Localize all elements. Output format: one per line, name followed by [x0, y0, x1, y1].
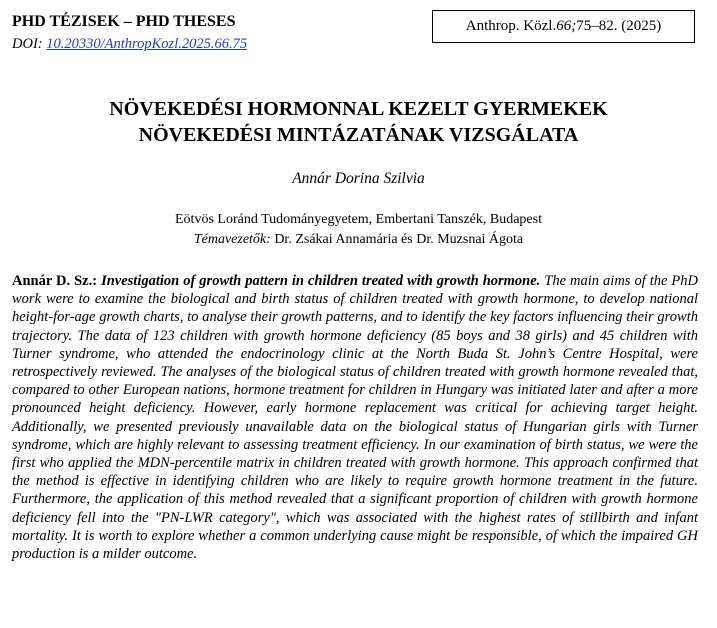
- author-name: Annár Dorina Szilvia: [292, 170, 425, 187]
- citation-box: [432, 10, 695, 43]
- doi-line: [12, 35, 247, 53]
- paper-title-line-1: NÖVEKEDÉSI HORMONNAL KEZELT GYERMEKEK: [109, 98, 608, 120]
- supervisors-label: Témavezetők:: [193, 232, 271, 247]
- citation-volume: 66;: [556, 18, 577, 34]
- abstract-lead-author: Annár D. Sz.:: [12, 273, 98, 289]
- abstract-body: The main aims of the PhD work were to examine the biological and birth status of children treated with growth hormone, to develop national height-for-age growth charts, to analyse their growth patterns, and to identify the key factors influencing their growth trajectory. The data of 123 children with growth hormone deficiency (85 boys and 38 girls) and 45 children with Turner syndrome, who attended the endocrinology clinic at the North Buda St. John’s Centre Hospital, were retrospectively reviewed. The analyses of the biological status of children treated with growth hormone revealed that, compared to other European nations, hormone treatment for children in Hungary was initiated later and after a more pronounced height deficiency. However, early hormone replacement was critical for achieving target height. Additionally, we presented previously unavailable data on the biological status of Hungarian girls with Turner syndrome, which are highly relevant to assessing treatment efficiency. In our examination of birth status, we were the first who applied the MDN-percentile matrix in children treated with growth hormone. This approach confirmed that the method is effective in identifying children who are likely to require growth hormone treatment in the future. Furthermore, the application of this method revealed that a significant proportion of children with growth hormone deficiency fell into the "PN-LWR category", which was associated with the highest rates of stillbirth and infant mortality. It is worth to explore whether a common underlying cause might be responsible, of which the impaired GH production is a milder outcome.: [12, 273, 699, 563]
- supervisors-names: Dr. Zsákai Annamária és Dr. Muzsnai Ágota: [270, 232, 524, 247]
- abstract-title: Investigation of growth pattern in children treated with growth hormone.: [97, 273, 541, 289]
- paper-title: [0, 96, 717, 148]
- series-label: PHD TÉZISEK – PHD THESES: [12, 13, 236, 30]
- doi-link[interactable]: 10.20330/AnthropKozl.2025.66.75: [46, 36, 248, 52]
- citation-pages-year: 75–82. (2025): [576, 18, 662, 34]
- citation-journal: Anthrop. Közl.: [465, 18, 557, 34]
- affiliation-block: [0, 210, 717, 250]
- institution: Eötvös Loránd Tudományegyetem, Embertani Tanszék, Budapest: [175, 212, 542, 227]
- paper-title-line-2: NÖVEKEDÉSI MINTÁZATÁNAK VIZSGÁLATA: [138, 124, 579, 146]
- abstract-paragraph: [12, 272, 698, 563]
- supervisors-line: [0, 230, 717, 250]
- doi-prefix: DOI:: [12, 36, 47, 52]
